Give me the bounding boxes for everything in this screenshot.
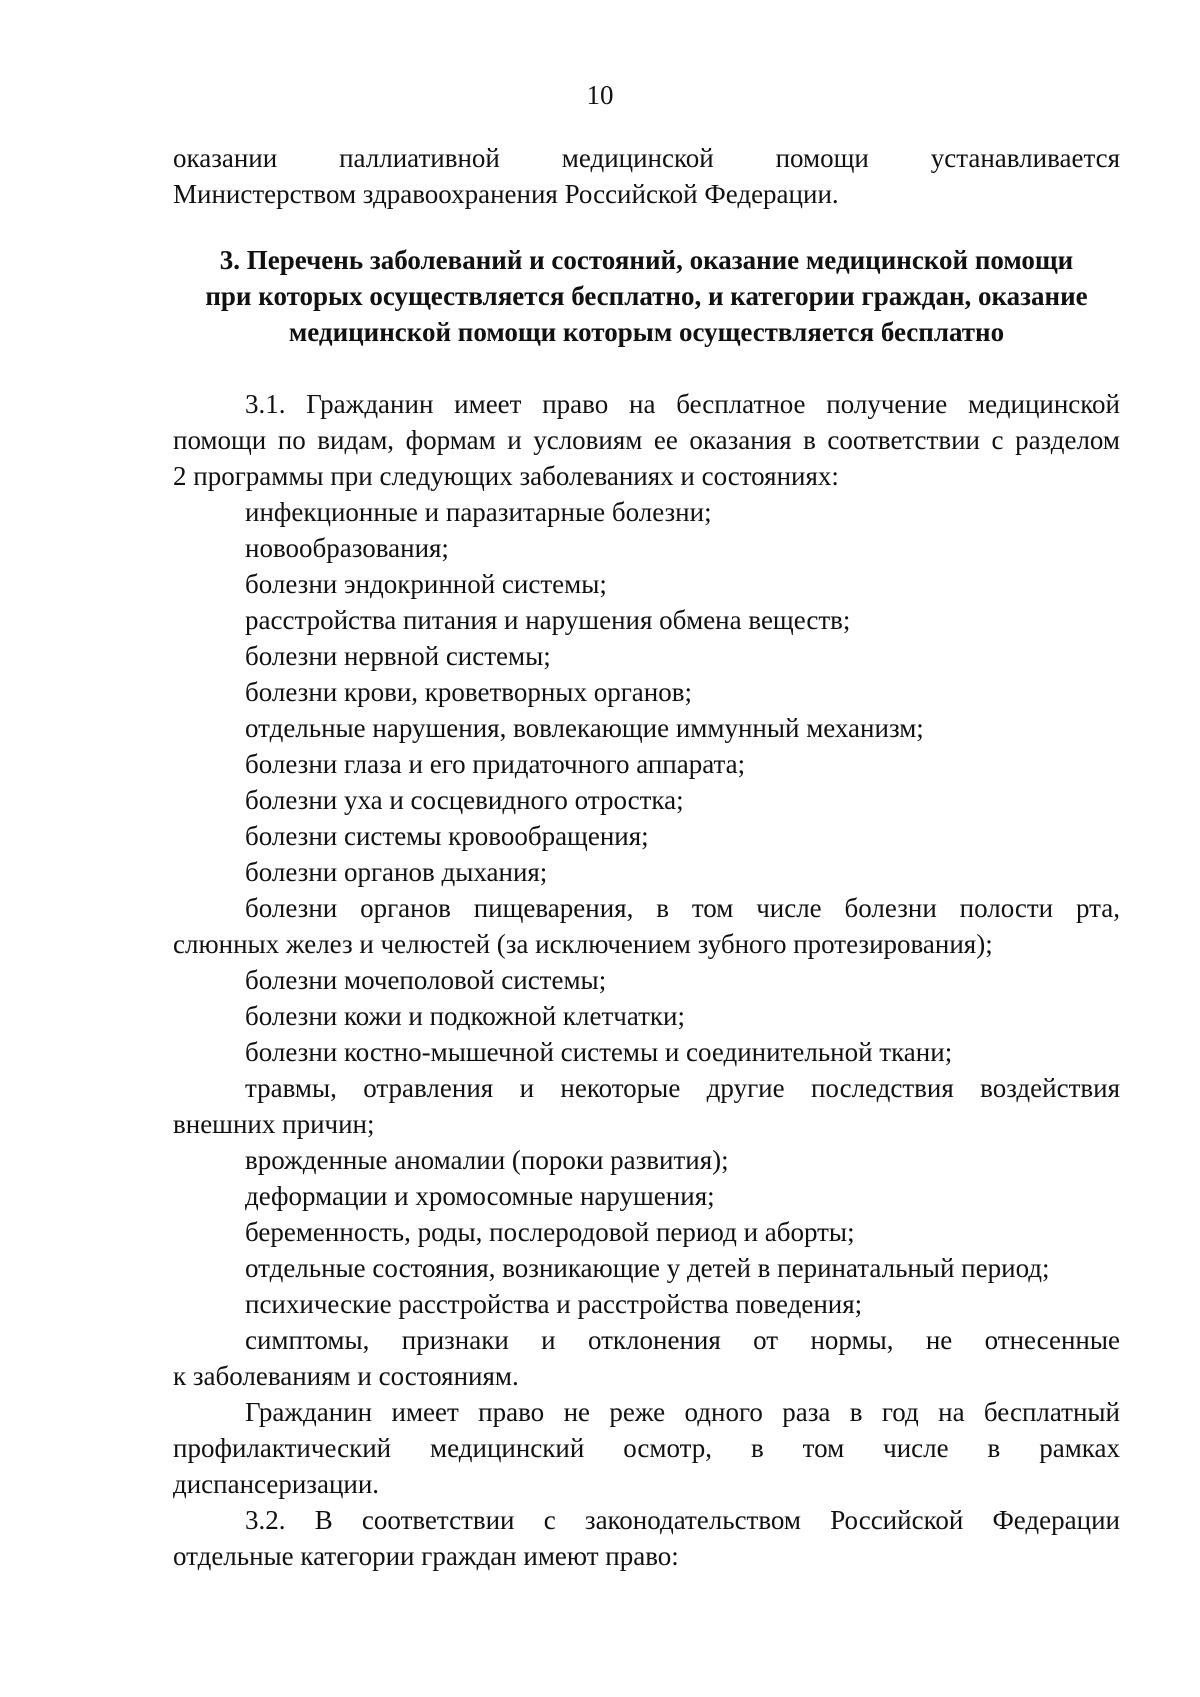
list-item: болезни глаза и его придаточного аппарата; (245, 749, 746, 779)
document-body (173, 140, 1120, 1574)
list-item: расстройства питания и нарушения обмена веществ; (245, 605, 851, 635)
list-item: деформации и хромосомные нарушения; (245, 1181, 715, 1211)
text-line: Министерством здравоохранения Российской Федерации. (173, 179, 839, 209)
text-line: оказании паллиативной медицинской помощи устанавливается (173, 143, 1120, 173)
text-line: 2 программы при следующих заболеваниях и состояниях: (173, 461, 839, 491)
list-item: болезни системы кровообращения; (245, 821, 649, 851)
list-item-line: слюнных желез и челюстей (за исключением зубного протезирования); (173, 929, 993, 959)
list-item-line: болезни органов пищеварения, в том числе болезни полости рта, (245, 893, 1120, 923)
list-item: болезни костно-мышечной системы и соединительной ткани; (245, 1037, 953, 1067)
list-item: болезни кожи и подкожной клетчатки; (245, 1001, 686, 1031)
list-item: отдельные нарушения, вовлекающие иммунный механизм; (245, 713, 924, 743)
list-item: болезни мочеполовой системы; (245, 965, 607, 995)
list-item: врожденные аномалии (пороки развития); (245, 1145, 729, 1175)
intro-paragraph (173, 140, 1120, 212)
list-item-line: травмы, отравления и некоторые другие последствия воздействия (245, 1073, 1120, 1103)
text-line: 3.2. В соответствии с законодательством Российской Федерации (245, 1505, 1120, 1535)
paragraph-3-1 (173, 386, 1120, 494)
list-item: психические расстройства и расстройства поведения; (245, 1289, 863, 1319)
list-item-line: к заболеваниям и состояниям. (173, 1361, 519, 1391)
list-item: болезни эндокринной системы; (245, 569, 607, 599)
text-line: профилактический медицинский осмотр, в том числе в рамках (173, 1433, 1120, 1463)
list-item: отдельные состояния, возникающие у детей в перинатальный период; (245, 1253, 1050, 1283)
list-item: новообразования; (245, 533, 449, 563)
list-item-line: симптомы, признаки и отклонения от нормы, не отнесенные (245, 1325, 1120, 1355)
heading-line: 3. Перечень заболеваний и состояний, оказание медицинской помощи (219, 245, 1074, 275)
paragraph-3-2 (173, 1502, 1120, 1574)
section-heading (173, 242, 1120, 350)
list-item: болезни нервной системы; (245, 641, 551, 671)
heading-line: медицинской помощи которым осуществляется бесплатно (288, 317, 1005, 347)
list-item: болезни уха и сосцевидного отростка; (245, 785, 684, 815)
text-line: 3.1. Гражданин имеет право на бесплатное получение медицинской (245, 389, 1120, 419)
conditions-list (173, 494, 1120, 1394)
list-item: болезни крови, кроветворных органов; (245, 677, 692, 707)
checkup-paragraph (173, 1394, 1120, 1502)
text-line: Гражданин имеет право не реже одного раза в год на бесплатный (245, 1397, 1120, 1427)
page-number: 10 (586, 80, 614, 110)
heading-line: при которых осуществляется бесплатно, и категории граждан, оказание (205, 281, 1088, 311)
text-line: помощи по видам, формам и условиям ее оказания в соответствии с разделом (173, 425, 1120, 455)
text-line: диспансеризации. (173, 1469, 380, 1499)
list-item: беременность, роды, послеродовой период и аборты; (245, 1217, 855, 1247)
list-item: болезни органов дыхания; (245, 857, 548, 887)
list-item: инфекционные и паразитарные болезни; (245, 497, 712, 527)
list-item-line: внешних причин; (173, 1109, 375, 1139)
text-line: отдельные категории граждан имеют право: (173, 1541, 679, 1571)
